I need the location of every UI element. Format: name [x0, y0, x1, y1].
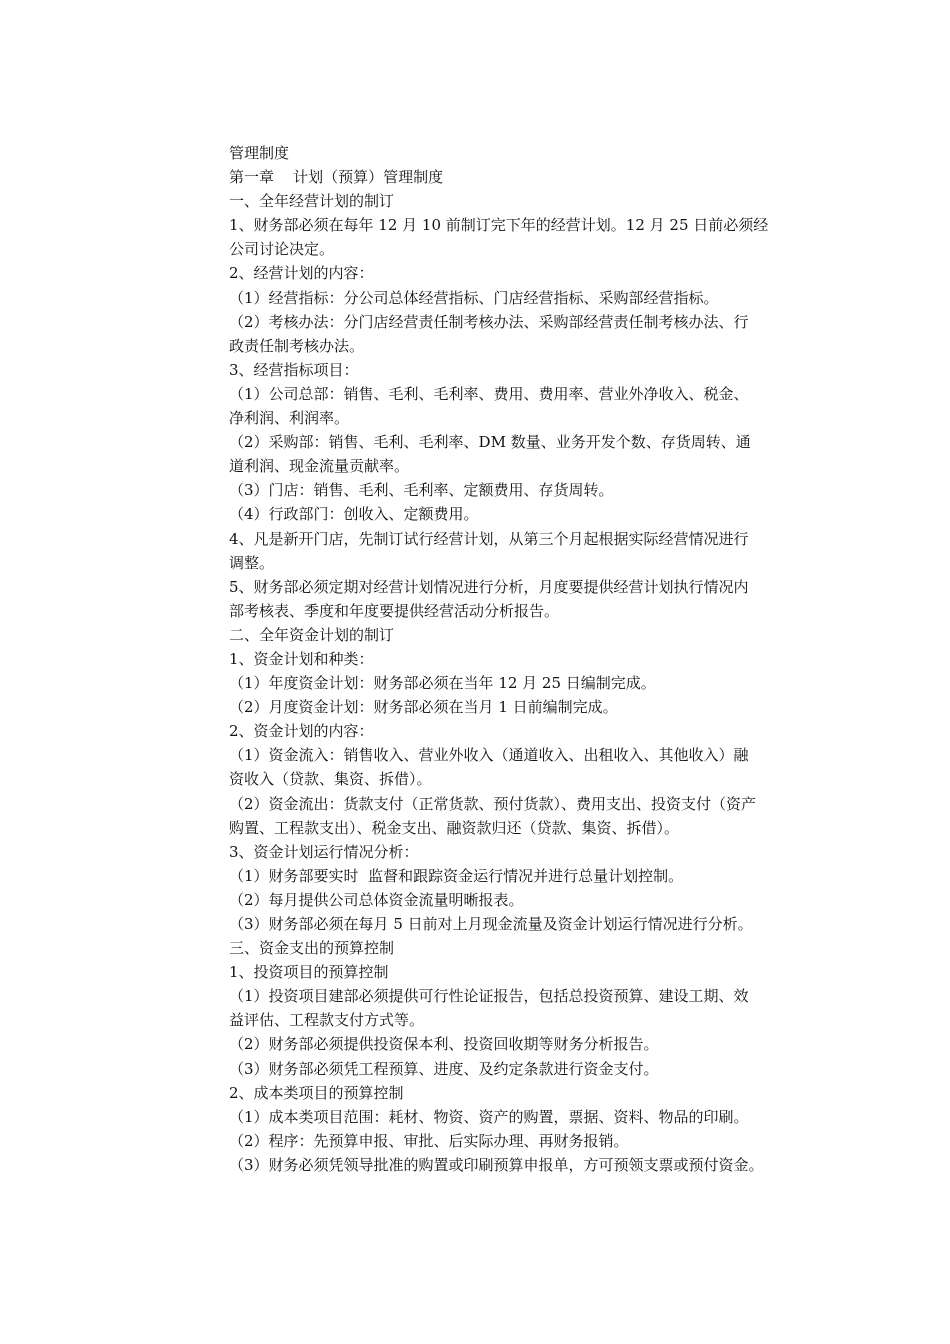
text-line: 调整。 — [229, 553, 275, 572]
text-line: （4）行政部门：创收入、定额费用。 — [229, 505, 479, 524]
text-line: （2）月度资金计划：财务部必须在当月 1 日前编制完成。 — [229, 698, 618, 717]
text-line: （2）每月提供公司总体资金流量明晰报表。 — [229, 890, 524, 909]
text-line: 部考核表、季度和年度要提供经营活动分析报告。 — [229, 601, 560, 620]
text-line: （3）财务必须凭领导批准的购置或印刷预算申报单，方可预领支票或预付资金。 — [229, 1155, 764, 1174]
text-line: 3、资金计划运行情况分析： — [229, 842, 419, 861]
text-line: 1、投资项目的预算控制 — [229, 963, 389, 982]
text-line: （2）考核办法：分门店经营责任制考核办法、采购部经营责任制考核办法、行 — [229, 312, 749, 331]
text-line: 2、经营计划的内容： — [229, 264, 374, 283]
text-line: 二、全年资金计划的制订 — [229, 625, 395, 644]
chapter-heading: 第一章 计划（预算）管理制度 — [229, 168, 444, 187]
text-line: （1）经营指标：分公司总体经营指标、门店经营指标、采购部经营指标。 — [229, 288, 719, 307]
text-line: 2、成本类项目的预算控制 — [229, 1083, 404, 1102]
text-line: 购置、工程款支出）、税金支出、融资款归还（贷款、集资、拆借）。 — [229, 818, 680, 837]
text-line: （1）资金流入：销售收入、营业外收入（通道收入、出租收入、其他收入）融 — [229, 746, 749, 765]
text-line: 4、凡是新开门店，先制订试行经营计划，从第三个月起根据实际经营情况进行 — [229, 529, 749, 548]
text-line: （1）成本类项目范围：耗材、物资、资产的购置，票据、资料、物品的印刷。 — [229, 1107, 749, 1126]
document-page — [229, 141, 814, 1177]
text-line: （1）财务部要实时 监督和跟踪资金运行情况并进行总量计划控制。 — [229, 866, 684, 885]
text-line: （2）程序：先预算申报、审批、后实际办理、再财务报销。 — [229, 1131, 629, 1150]
text-line: （2）资金流出：货款支付（正常货款、预付货款）、费用支出、投资支付（资产 — [229, 794, 757, 813]
text-line: （1）投资项目建部必须提供可行性论证报告，包括总投资预算、建设工期、效 — [229, 987, 749, 1006]
text-line: （1）年度资金计划：财务部必须在当年 12 月 25 日编制完成。 — [229, 674, 656, 693]
text-line: 三、资金支出的预算控制 — [229, 939, 395, 958]
text-line: 2、资金计划的内容： — [229, 722, 374, 741]
document-title: 管理制度 — [229, 144, 290, 162]
text-line: 一、全年经营计划的制订 — [229, 192, 395, 211]
text-line: （3）财务部必须凭工程预算、进度、及约定条款进行资金支付。 — [229, 1059, 659, 1078]
text-line: （3）门店：销售、毛利、毛利率、定额费用、存货周转。 — [229, 481, 614, 500]
text-line: 1、财务部必须在每年 12 月 10 前制订完下年的经营计划。12 月 25 日前必须经 — [229, 216, 769, 235]
text-line: 公司讨论决定。 — [229, 240, 335, 259]
text-line: 5、财务部必须定期对经营计划情况进行分析，月度要提供经营计划执行情况内 — [229, 577, 749, 596]
text-line: 政责任制考核办法。 — [229, 336, 365, 355]
text-line: （1）公司总部：销售、毛利、毛利率、费用、费用率、营业外净收入、税金、 — [229, 384, 749, 403]
text-line: 资收入（贷款、集资、拆借）。 — [229, 770, 432, 789]
text-line: 道利润、现金流量贡献率。 — [229, 457, 410, 476]
text-line: （3）财务部必须在每月 5 日前对上月现金流量及资金计划运行情况进行分析。 — [229, 915, 753, 933]
text-line: （2）采购部：销售、毛利、毛利率、DM 数量、业务开发个数、存货周转、通 — [229, 433, 751, 452]
text-line: 3、经营指标项目： — [229, 360, 359, 379]
text-line: 1、资金计划和种类： — [229, 649, 374, 668]
text-line: （2）财务部必须提供投资保本利、投资回收期等财务分析报告。 — [229, 1035, 659, 1054]
text-line: 益评估、工程款支付方式等。 — [229, 1011, 425, 1030]
text-line: 净利润、利润率。 — [229, 409, 350, 428]
